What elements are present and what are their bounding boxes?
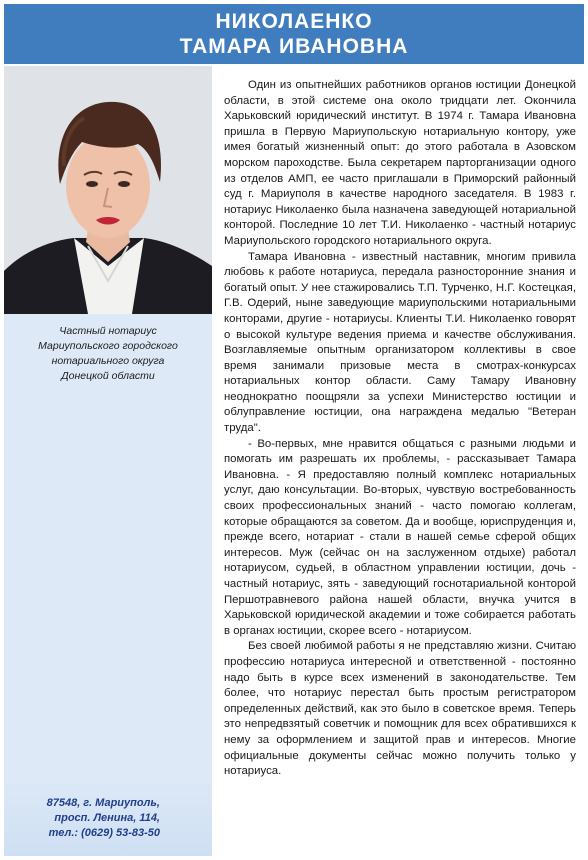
photo-caption — [10, 324, 206, 384]
header-surname: НИКОЛАЕНКО — [215, 10, 373, 33]
phone-line: тел.: (0629) 53-83-50 — [48, 827, 160, 839]
caption-line: Частный нотариус — [59, 325, 157, 337]
caption-line: нотариального округа — [51, 355, 165, 367]
address-line: просп. Ленина, 114, — [54, 812, 160, 824]
article-paragraph: - Во-первых, мне нравится общаться с разными людьми и помогать им разрешать их проблемы, - рассказывает Тамара Ивановна. - Я предоставляю полный комплекс нотариальных услуг, даю консультации. Во-вторых, чувствую востребованность своих профессиональных знаний - часто помогаю коллегам, которые обращаются за советом. Да и вообще, юриспруденция и, прежде всего, нотариат - стали в нашей семье сферой общих интересов. Муж (сейчас он на заслуженном отдыхе) работал нотариусом, судьей, в областном управлении юстиции, дочь - частный нотариус, зять - заведующий госнотариальной конторой Першотравневого района нашей области, внучка учится в Харьковской юридической академии и тоже собирается работать в органах юстиции, скорее всего - нотариусом. — [224, 437, 576, 637]
address-line: 87548, г. Мариуполь, — [46, 797, 160, 809]
caption-line: Донецкой области — [61, 370, 155, 382]
article-paragraph: Один из опытнейших работников органов юстиции Донецкой области, в этой системе она около тридцати лет. Окончила Харьковский юридический институт. В 1974 г. Тамара Ивановна пришла в Первую Мариупольскую нотариальную контору, уже имея богатый жизненный опыт: до этого работала в Азовском морском пароходстве. Была секретарем парторганизации одного из отделов АМП, ее часто приглашали в Приморский районный суд г. Мариуполя в качестве народного заседателя. В 1983 г. нотариус Николаенко была назначена заведующей нотариальной конторой. Последние 10 лет Т.И. Николаенко - частный нотариус Мариупольского городского нотариального округа. — [224, 79, 576, 247]
header-given-names: ТАМАРА ИВАНОВНА — [179, 35, 409, 58]
article-paragraph: Тамара Ивановна - известный наставник, многим привила любовь к работе нотариуса, передала разносторонние знания и богатый опыт. У нее стажировались Т.П. Турченко, Н.Г. Костецкая, Г.В. Одерий, ныне заведующие мариупольскими нотариальными конторами, другие - нотариусы. Клиенты Т.И. Николаенко говорят о высокой культуре ведения приема и качестве обслуживания. Возглавляемые опытным организатором коллективы в свое время занимали призовые места в смотрах-конкурсах нотариальных контор области. Саму Тамару Ивановну неоднократно поощряли за успехи Министерство юстиции и облуправление юстиции, она награждена медалью "Ветеран труда". — [224, 250, 576, 435]
sidebar — [4, 66, 212, 856]
article-paragraph: Без своей любимой работы я не представляю жизни. Считаю профессию нотариуса интересной и ответственной - постоянно надо быть в курсе всех изменений в законодательстве. Тем более, что нотариус перестал быть простым регистратором определенных действий, как это было в советское время. Теперь это непредвзятый советчик и помощник для всех обратившихся к нему за оформлением и защитой прав и интересов. Многие официальные документы сейчас можно получить только у нотариуса. — [224, 640, 576, 778]
page-header — [4, 4, 584, 64]
portrait-photo — [4, 66, 212, 314]
portrait-illustration — [4, 66, 212, 314]
article-body — [224, 78, 576, 780]
contact-address-block — [4, 784, 212, 856]
caption-line: Мариупольского городского — [38, 340, 178, 352]
